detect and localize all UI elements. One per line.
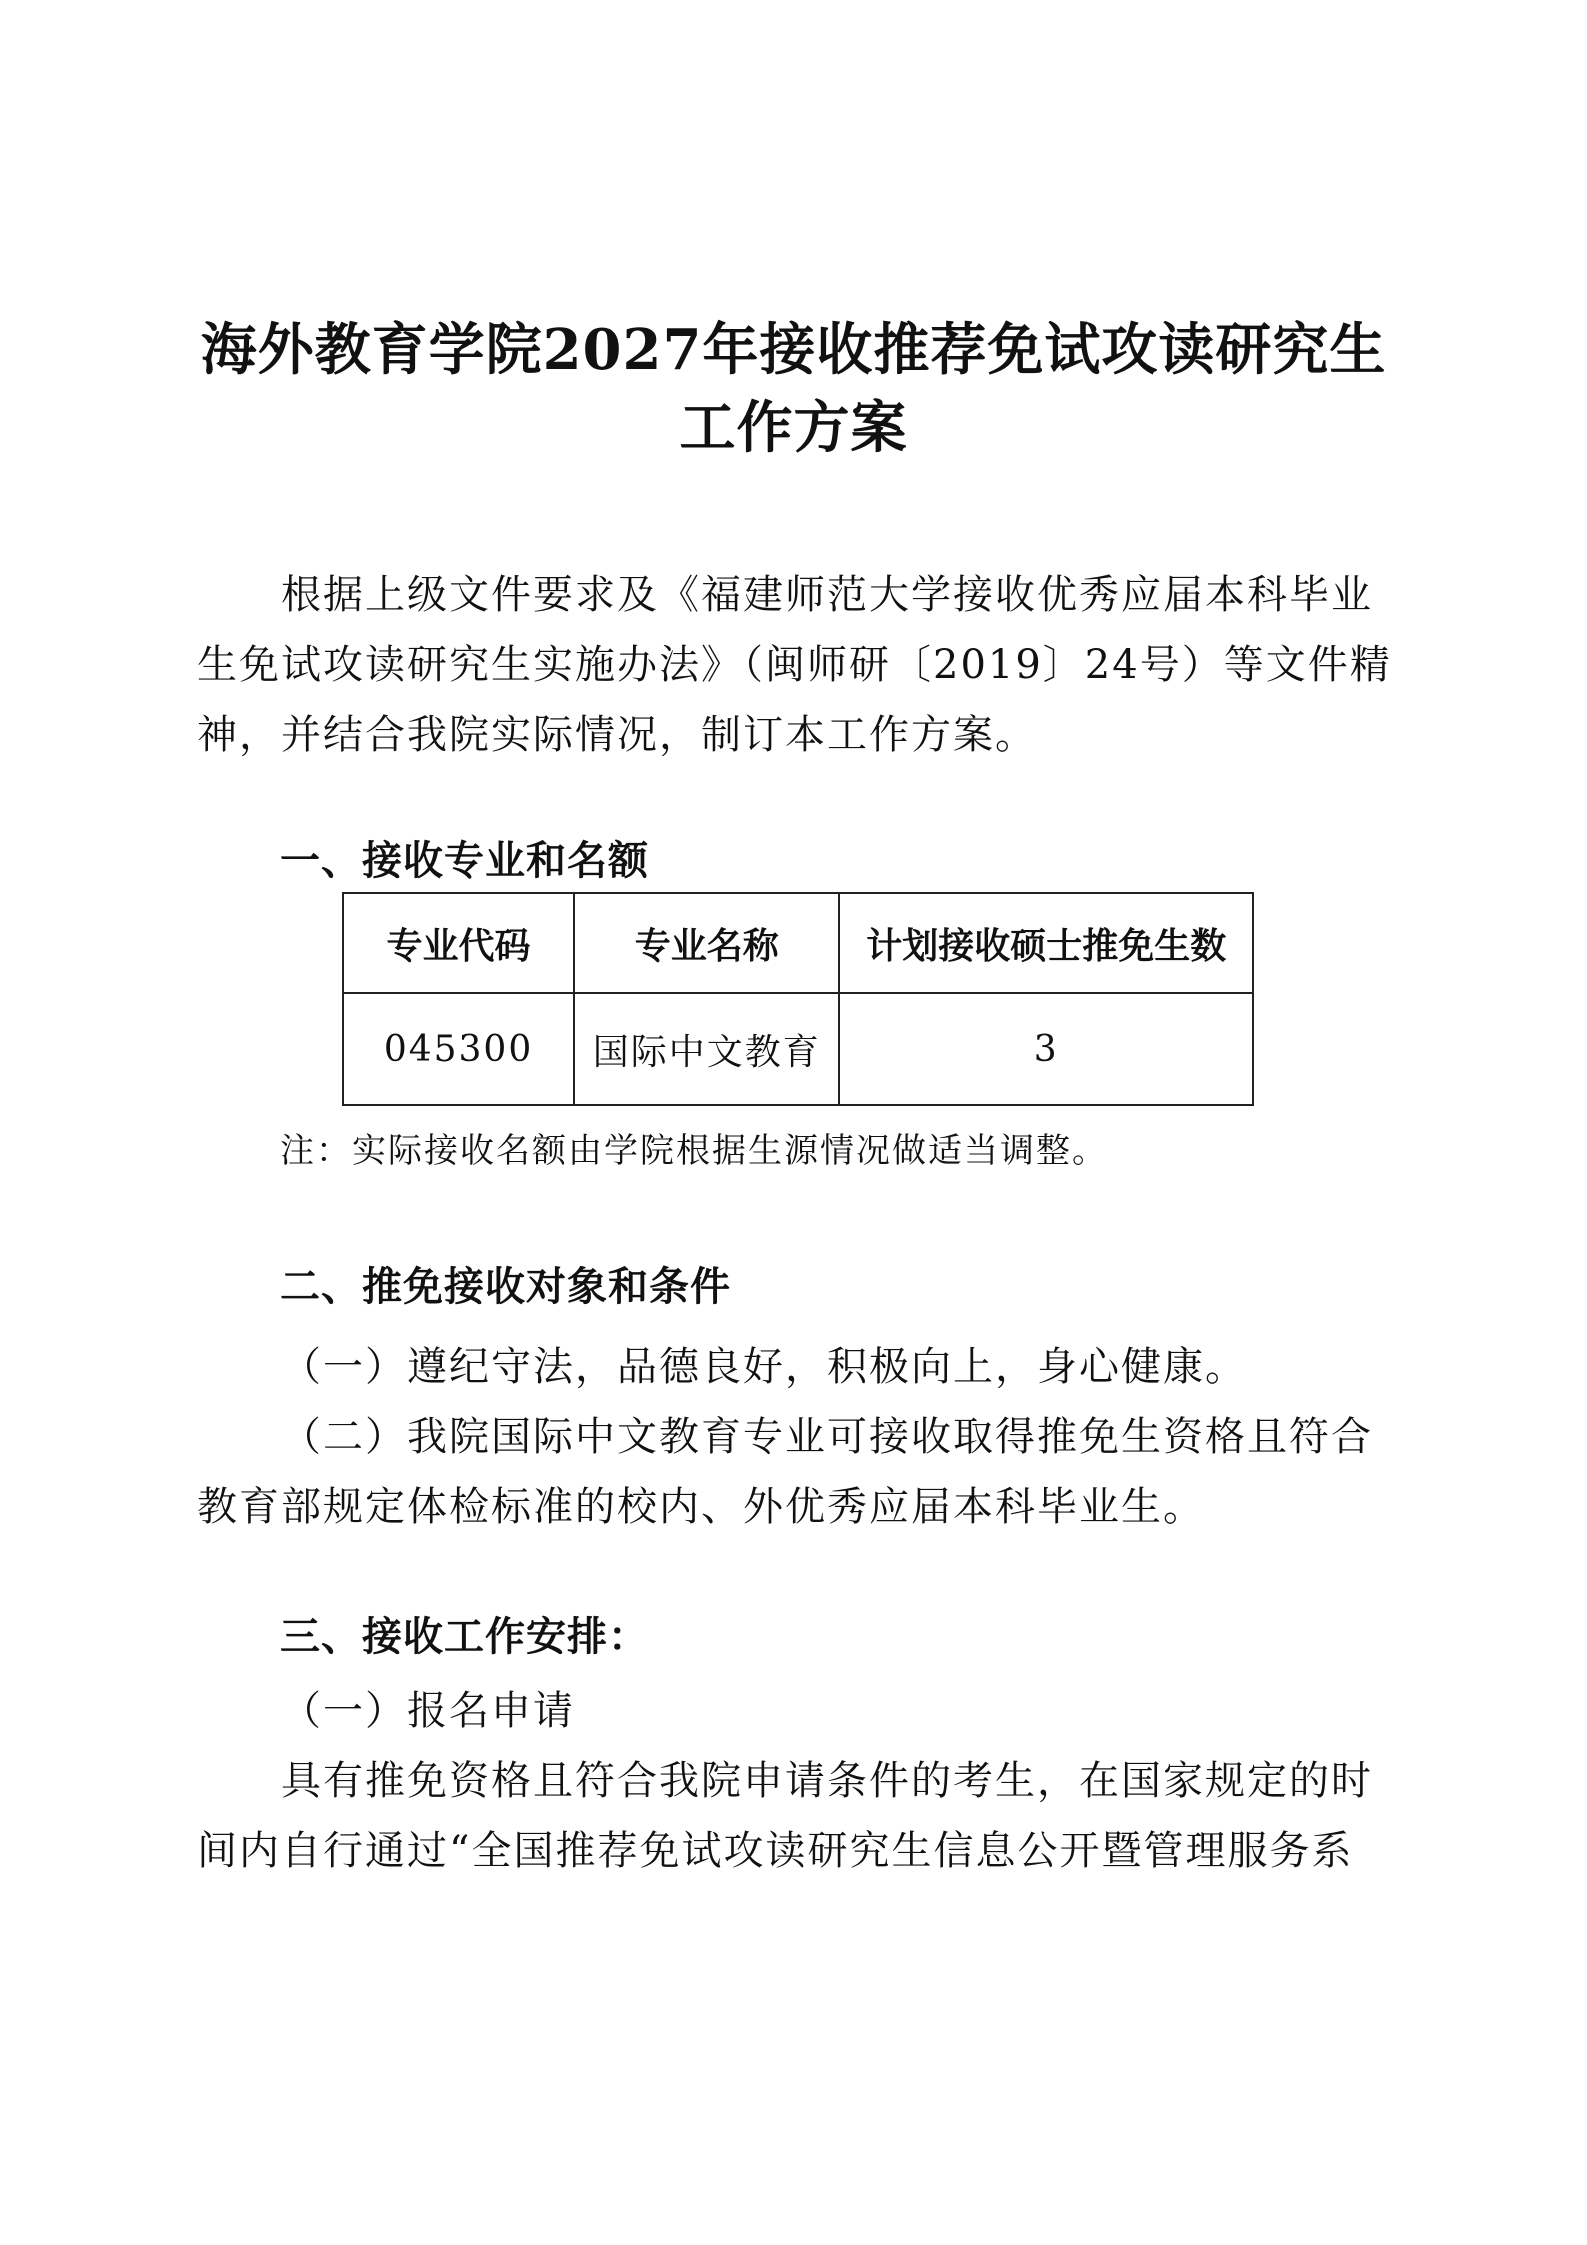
section-1-heading: 一、接收专业和名额 xyxy=(280,838,649,884)
table-header-major-name: 专业名称 xyxy=(574,893,839,993)
table-cell-major-name: 国际中文教育 xyxy=(574,993,839,1105)
table-cell-major-code: 045300 xyxy=(343,993,574,1105)
document-title-line-2: 工作方案 xyxy=(679,395,908,461)
quota-note: 注：实际接收名额由学院根据生源情况做适当调整。 xyxy=(280,1131,1108,1171)
section-2-item-1: （一）遵纪守法，品德良好，积极向上，身心健康。 xyxy=(281,1344,1247,1390)
intro-paragraph xyxy=(197,560,1393,770)
section-2-body xyxy=(197,1332,1393,1542)
intro-line-1: 根据上级文件要求及《福建师范大学接收优秀应届本科毕业 xyxy=(281,572,1373,618)
intro-line-3: 神，并结合我院实际情况，制订本工作方案。 xyxy=(197,712,1037,758)
table-row xyxy=(343,993,1253,1105)
section-3-sub-1: （一）报名申请 xyxy=(281,1688,575,1734)
section-3-paragraph-line-1: 具有推免资格且符合我院申请条件的考生，在国家规定的时 xyxy=(281,1758,1373,1804)
section-2-item-2-line-2: 教育部规定体检标准的校内、外优秀应届本科毕业生。 xyxy=(197,1484,1205,1530)
section-2-item-2-line-1: （二）我院国际中文教育专业可接收取得推免生资格且符合 xyxy=(281,1414,1373,1460)
table-cell-planned-count: 3 xyxy=(839,993,1253,1105)
table-header-major-code: 专业代码 xyxy=(343,893,574,993)
section-3-body xyxy=(197,1676,1393,1886)
table-header-planned-count: 计划接收硕士推免生数 xyxy=(839,893,1253,993)
quota-table xyxy=(342,892,1254,1106)
intro-line-2: 生免试攻读研究生实施办法》（闽师研〔2019〕24号）等文件精 xyxy=(197,642,1392,688)
section-3-paragraph-line-2: 间内自行通过“全国推荐免试攻读研究生信息公开暨管理服务系 xyxy=(197,1828,1354,1874)
quota-table-header-row xyxy=(343,893,1253,993)
document-title-line-1: 海外教育学院2027年接收推荐免试攻读研究生 xyxy=(200,317,1387,383)
section-2-heading: 二、推免接收对象和条件 xyxy=(280,1264,731,1310)
section-3-heading: 三、接收工作安排： xyxy=(280,1614,649,1660)
